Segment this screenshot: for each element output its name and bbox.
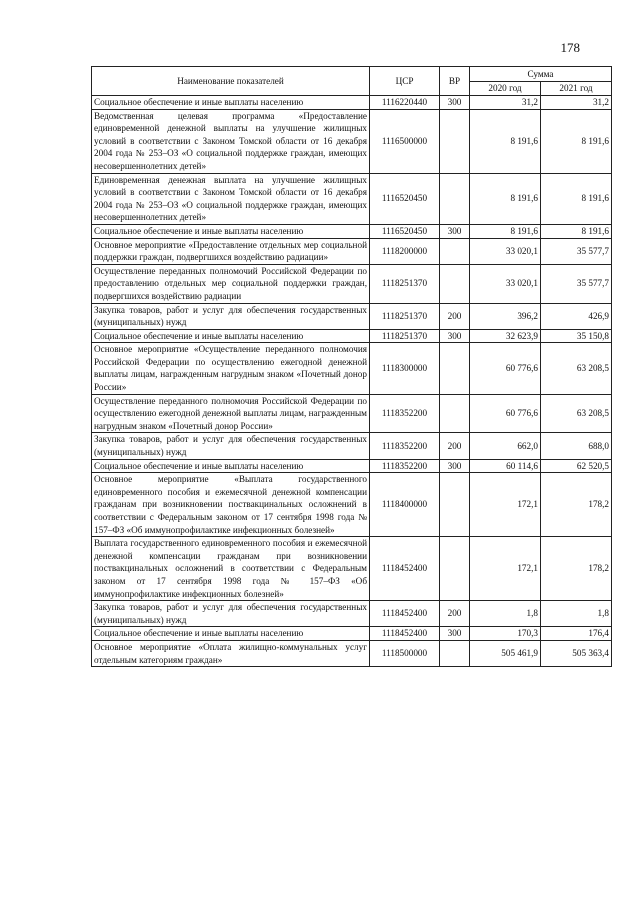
row-vr [440, 394, 470, 433]
row-amount-2021: 688,0 [541, 433, 612, 459]
row-amount-2021: 31,2 [541, 96, 612, 110]
row-amount-2020: 170,3 [470, 627, 541, 641]
row-amount-2021: 176,4 [541, 627, 612, 641]
row-amount-2020: 172,1 [470, 473, 541, 537]
row-name: Социальное обеспечение и иные выплаты населению [92, 224, 370, 238]
row-amount-2020: 1,8 [470, 601, 541, 627]
row-amount-2020: 8 191,6 [470, 224, 541, 238]
row-vr [440, 640, 470, 666]
table-row [92, 224, 612, 238]
row-name: Выплата государственного единовременного пособия и ежемесячной денежной компенсации гражданам при возникновении поствакцинальных осложнений в соответствии с Федеральным законом от 17 сентября 1998 года № 157–ФЗ «Об иммунопрофилактике инфекционных болезней» [92, 537, 370, 601]
row-amount-2021: 63 208,5 [541, 394, 612, 433]
row-name: Осуществление переданного полномочия Российской Федерации по осуществлению ежегодной денежной выплаты лицам, награжденным нагрудным знаком «Почетный донор России» [92, 394, 370, 433]
table-row [92, 329, 612, 343]
row-csr: 1118400000 [370, 473, 440, 537]
header-year-2020: 2020 год [470, 82, 541, 96]
row-csr: 1116520450 [370, 224, 440, 238]
table-row [92, 264, 612, 303]
row-vr [440, 343, 470, 394]
budget-table [91, 66, 612, 667]
row-vr [440, 473, 470, 537]
row-amount-2020: 33 020,1 [470, 264, 541, 303]
row-amount-2020: 31,2 [470, 96, 541, 110]
row-vr: 300 [440, 329, 470, 343]
row-amount-2021: 8 191,6 [541, 173, 612, 224]
row-csr: 1118200000 [370, 238, 440, 264]
row-amount-2020: 60 114,6 [470, 459, 541, 473]
row-name: Ведомственная целевая программа «Предоставление единовременной денежной выплаты на улучшение жилищных условий в соответствии с Законом Томской области от 16 декабря 2004 года № 253–ОЗ «О социальной поддержке граждан, имеющих несовершеннолетних детей» [92, 109, 370, 173]
row-csr: 1118352200 [370, 394, 440, 433]
header-csr: ЦСР [370, 67, 440, 96]
row-amount-2021: 63 208,5 [541, 343, 612, 394]
row-vr: 300 [440, 224, 470, 238]
row-amount-2021: 35 577,7 [541, 264, 612, 303]
row-amount-2020: 396,2 [470, 303, 541, 329]
table-body [92, 96, 612, 667]
row-csr: 1118251370 [370, 264, 440, 303]
row-amount-2021: 178,2 [541, 537, 612, 601]
row-csr: 1116220440 [370, 96, 440, 110]
row-csr: 1118352200 [370, 433, 440, 459]
row-vr: 300 [440, 96, 470, 110]
row-csr: 1118452400 [370, 627, 440, 641]
header-sum: Сумма [470, 67, 612, 82]
row-amount-2020: 32 623,9 [470, 329, 541, 343]
table-row [92, 173, 612, 224]
table-row [92, 394, 612, 433]
table-row [92, 459, 612, 473]
row-vr [440, 173, 470, 224]
row-csr: 1116500000 [370, 109, 440, 173]
row-amount-2020: 60 776,6 [470, 343, 541, 394]
row-csr: 1116520450 [370, 173, 440, 224]
row-vr: 300 [440, 627, 470, 641]
row-name: Основное мероприятие «Оплата жилищно-коммунальных услуг отдельным категориям граждан» [92, 640, 370, 666]
header-year-2021: 2021 год [541, 82, 612, 96]
row-csr: 1118500000 [370, 640, 440, 666]
row-vr [440, 537, 470, 601]
row-csr: 1118251370 [370, 329, 440, 343]
row-name: Социальное обеспечение и иные выплаты населению [92, 329, 370, 343]
row-amount-2021: 8 191,6 [541, 109, 612, 173]
row-name: Закупка товаров, работ и услуг для обеспечения государственных (муниципальных) нужд [92, 303, 370, 329]
row-csr: 1118452400 [370, 537, 440, 601]
row-csr: 1118251370 [370, 303, 440, 329]
row-name: Основное мероприятие «Выплата государственного единовременного пособия и ежемесячной денежной компенсации гражданам при возникновении поствакцинальных осложнений в соответствии с Федеральным законом от 17 сентября 1998 года № 157–ФЗ «Об иммунопрофилактике инфекционных болезней» [92, 473, 370, 537]
row-name: Социальное обеспечение и иные выплаты населению [92, 96, 370, 110]
row-name: Основное мероприятие «Осуществление переданного полномочия Российской Федерации по осуществлению ежегодной денежной выплаты лицам, награжденным нагрудным знаком «Почетный донор России» [92, 343, 370, 394]
row-amount-2021: 178,2 [541, 473, 612, 537]
table-row [92, 343, 612, 394]
table-row [92, 627, 612, 641]
row-vr: 200 [440, 303, 470, 329]
row-csr: 1118352200 [370, 459, 440, 473]
row-amount-2020: 8 191,6 [470, 173, 541, 224]
row-vr: 200 [440, 601, 470, 627]
row-name: Социальное обеспечение и иные выплаты населению [92, 627, 370, 641]
row-amount-2021: 505 363,4 [541, 640, 612, 666]
row-amount-2020: 505 461,9 [470, 640, 541, 666]
row-name: Единовременная денежная выплата на улучшение жилищных условий в соответствии с Законом Томской области от 16 декабря 2004 года № 253–ОЗ «О социальной поддержке граждан, имеющих несовершеннолетних детей» [92, 173, 370, 224]
table-row [92, 238, 612, 264]
table-row [92, 473, 612, 537]
row-vr [440, 264, 470, 303]
row-amount-2020: 662,0 [470, 433, 541, 459]
table-row [92, 640, 612, 666]
row-amount-2021: 8 191,6 [541, 224, 612, 238]
row-amount-2021: 62 520,5 [541, 459, 612, 473]
row-name: Социальное обеспечение и иные выплаты населению [92, 459, 370, 473]
table-row [92, 109, 612, 173]
table-row [92, 303, 612, 329]
row-amount-2020: 33 020,1 [470, 238, 541, 264]
row-amount-2021: 35 577,7 [541, 238, 612, 264]
row-name: Закупка товаров, работ и услуг для обеспечения государственных (муниципальных) нужд [92, 433, 370, 459]
table-row [92, 96, 612, 110]
row-amount-2021: 35 150,8 [541, 329, 612, 343]
row-amount-2021: 426,9 [541, 303, 612, 329]
row-vr [440, 109, 470, 173]
table-row [92, 537, 612, 601]
row-amount-2020: 172,1 [470, 537, 541, 601]
row-csr: 1118300000 [370, 343, 440, 394]
table-row [92, 601, 612, 627]
row-vr [440, 238, 470, 264]
row-name: Осуществление переданных полномочий Российской Федерации по предоставлению отдельных мер социальной поддержки граждан, подвергшихся воздействию радиации [92, 264, 370, 303]
row-vr: 300 [440, 459, 470, 473]
header-name: Наименование показателей [92, 67, 370, 96]
table-row [92, 433, 612, 459]
row-amount-2020: 60 776,6 [470, 394, 541, 433]
row-name: Основное мероприятие «Предоставление отдельных мер социальной поддержки граждан, подвергшихся воздействию радиации» [92, 238, 370, 264]
row-vr: 200 [440, 433, 470, 459]
row-amount-2020: 8 191,6 [470, 109, 541, 173]
table-header [92, 67, 612, 96]
header-vr: ВР [440, 67, 470, 96]
row-name: Закупка товаров, работ и услуг для обеспечения государственных (муниципальных) нужд [92, 601, 370, 627]
row-amount-2021: 1,8 [541, 601, 612, 627]
page-number: 178 [560, 40, 580, 55]
row-csr: 1118452400 [370, 601, 440, 627]
